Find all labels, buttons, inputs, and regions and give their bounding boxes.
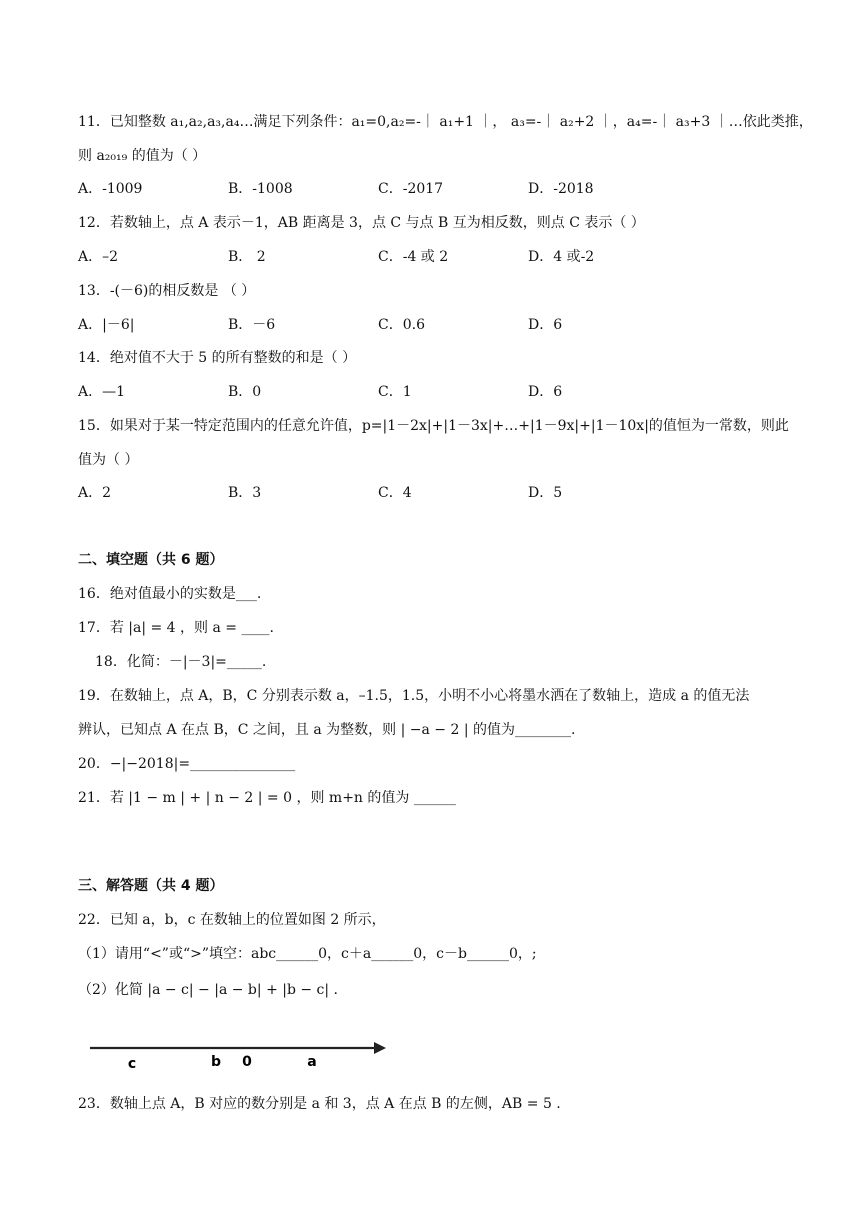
q14-option-d: D．6 [528, 384, 563, 400]
q22-line3: （2）化简 |a − c| − |a − b| + |b − c| . [78, 982, 339, 998]
q22-line2: （1）请用“<”或“>”填空：abc______0，c＋a______0，c－b______0，; [78, 946, 537, 962]
q14-option-c: C．1 [378, 384, 412, 400]
q18-text: 18．化简：－|－3|=_____. [95, 654, 267, 670]
q11-option-a: A．-1009 [78, 181, 143, 197]
q11-option-b: B．-1008 [228, 181, 293, 197]
q15-option-b: B．3 [228, 485, 262, 501]
section-answer-heading: 三、解答题（共 4 题） [78, 878, 224, 894]
q22-line1: 22．已知 a，b，c 在数轴上的位置如图 2 所示， [78, 912, 386, 928]
label-zero: 0 [242, 1054, 252, 1070]
q12-option-c: C．-4 或 2 [378, 249, 449, 265]
q12-option-d: D．4 或-2 [528, 249, 595, 265]
q12-line1: 12．若数轴上，点 A 表示－1，AB 距离是 3，点 C 与点 B 互为相反数，则点 C 表示（ ） [78, 215, 645, 231]
q15-option-c: C．4 [378, 485, 412, 501]
label-c: c [127, 1056, 137, 1070]
q21-text: 21．若 |1 − m | + | n − 2 | = 0 ，则 m+n 的值为 ______ [78, 790, 456, 806]
q12-option-a: A．–2 [78, 249, 119, 265]
q13-option-c: C．0.6 [378, 317, 425, 333]
q17-text: 17．若 |a| = 4 ，则 a = ____. [78, 620, 274, 636]
q14-line1: 14．绝对值不大于 5 的所有整数的和是（ ） [78, 350, 357, 366]
q13-option-a: A．|－6| [78, 317, 135, 333]
q15-option-d: D．5 [528, 485, 563, 501]
q13-line1: 13．-(－6)的相反数是 （ ） [78, 283, 256, 299]
q14-option-b: B．0 [228, 384, 262, 400]
q16-text: 16．绝对值最小的实数是___. [78, 586, 262, 602]
q11-line1: 11．已知整数 a₁,a₂,a₃,a₄…满足下列条件：a₁=0,a₂=-｜ a₁+1 ｜， a₃=-｜ a₂+2 ｜，a₄=-｜ a₃+3 ｜…依此类推， [78, 114, 813, 130]
q11-option-d: D．-2018 [528, 181, 594, 197]
label-a: a [307, 1054, 317, 1070]
number-line-arrow [374, 1042, 386, 1054]
q15-option-a: A．2 [78, 485, 112, 501]
section-fill-in-heading: 二、填空题（共 6 题） [78, 552, 224, 568]
q15-line2: 值为（ ） [78, 452, 139, 468]
q19-line1: 19．在数轴上，点 A，B，C 分别表示数 a，–1.5，1.5，小明不小心将墨水洒在了数轴上，造成 a 的值无法 [78, 688, 750, 704]
q13-option-d: D．6 [528, 317, 563, 333]
q20-text: 20．−|−2018|=_______________ [78, 756, 296, 772]
q13-option-b: B．－6 [228, 317, 276, 333]
label-b: b [210, 1054, 222, 1070]
q15-line1: 15．如果对于某一特定范围内的任意允许值，p=|1－2x|+|1－3x|+…+|1－9x|+|1－10x|的值恒为一常数，则此 [78, 418, 789, 434]
q11-line2: 则 a₂₀₁₉ 的值为（ ） [78, 148, 207, 164]
q19-line2: 辨认，已知点 A 在点 B，C 之间，且 a 为整数，则 | −a − 2 | 的值为________. [78, 722, 576, 738]
q11-option-c: C．-2017 [378, 181, 444, 197]
q14-option-a: A．—1 [78, 384, 126, 400]
q12-option-b: B． 2 [228, 249, 266, 265]
q23-text: 23．数轴上点 A，B 对应的数分别是 a 和 3，点 A 在点 B 的左侧，AB = 5 . [78, 1096, 561, 1112]
number-line-figure [88, 1020, 388, 1070]
